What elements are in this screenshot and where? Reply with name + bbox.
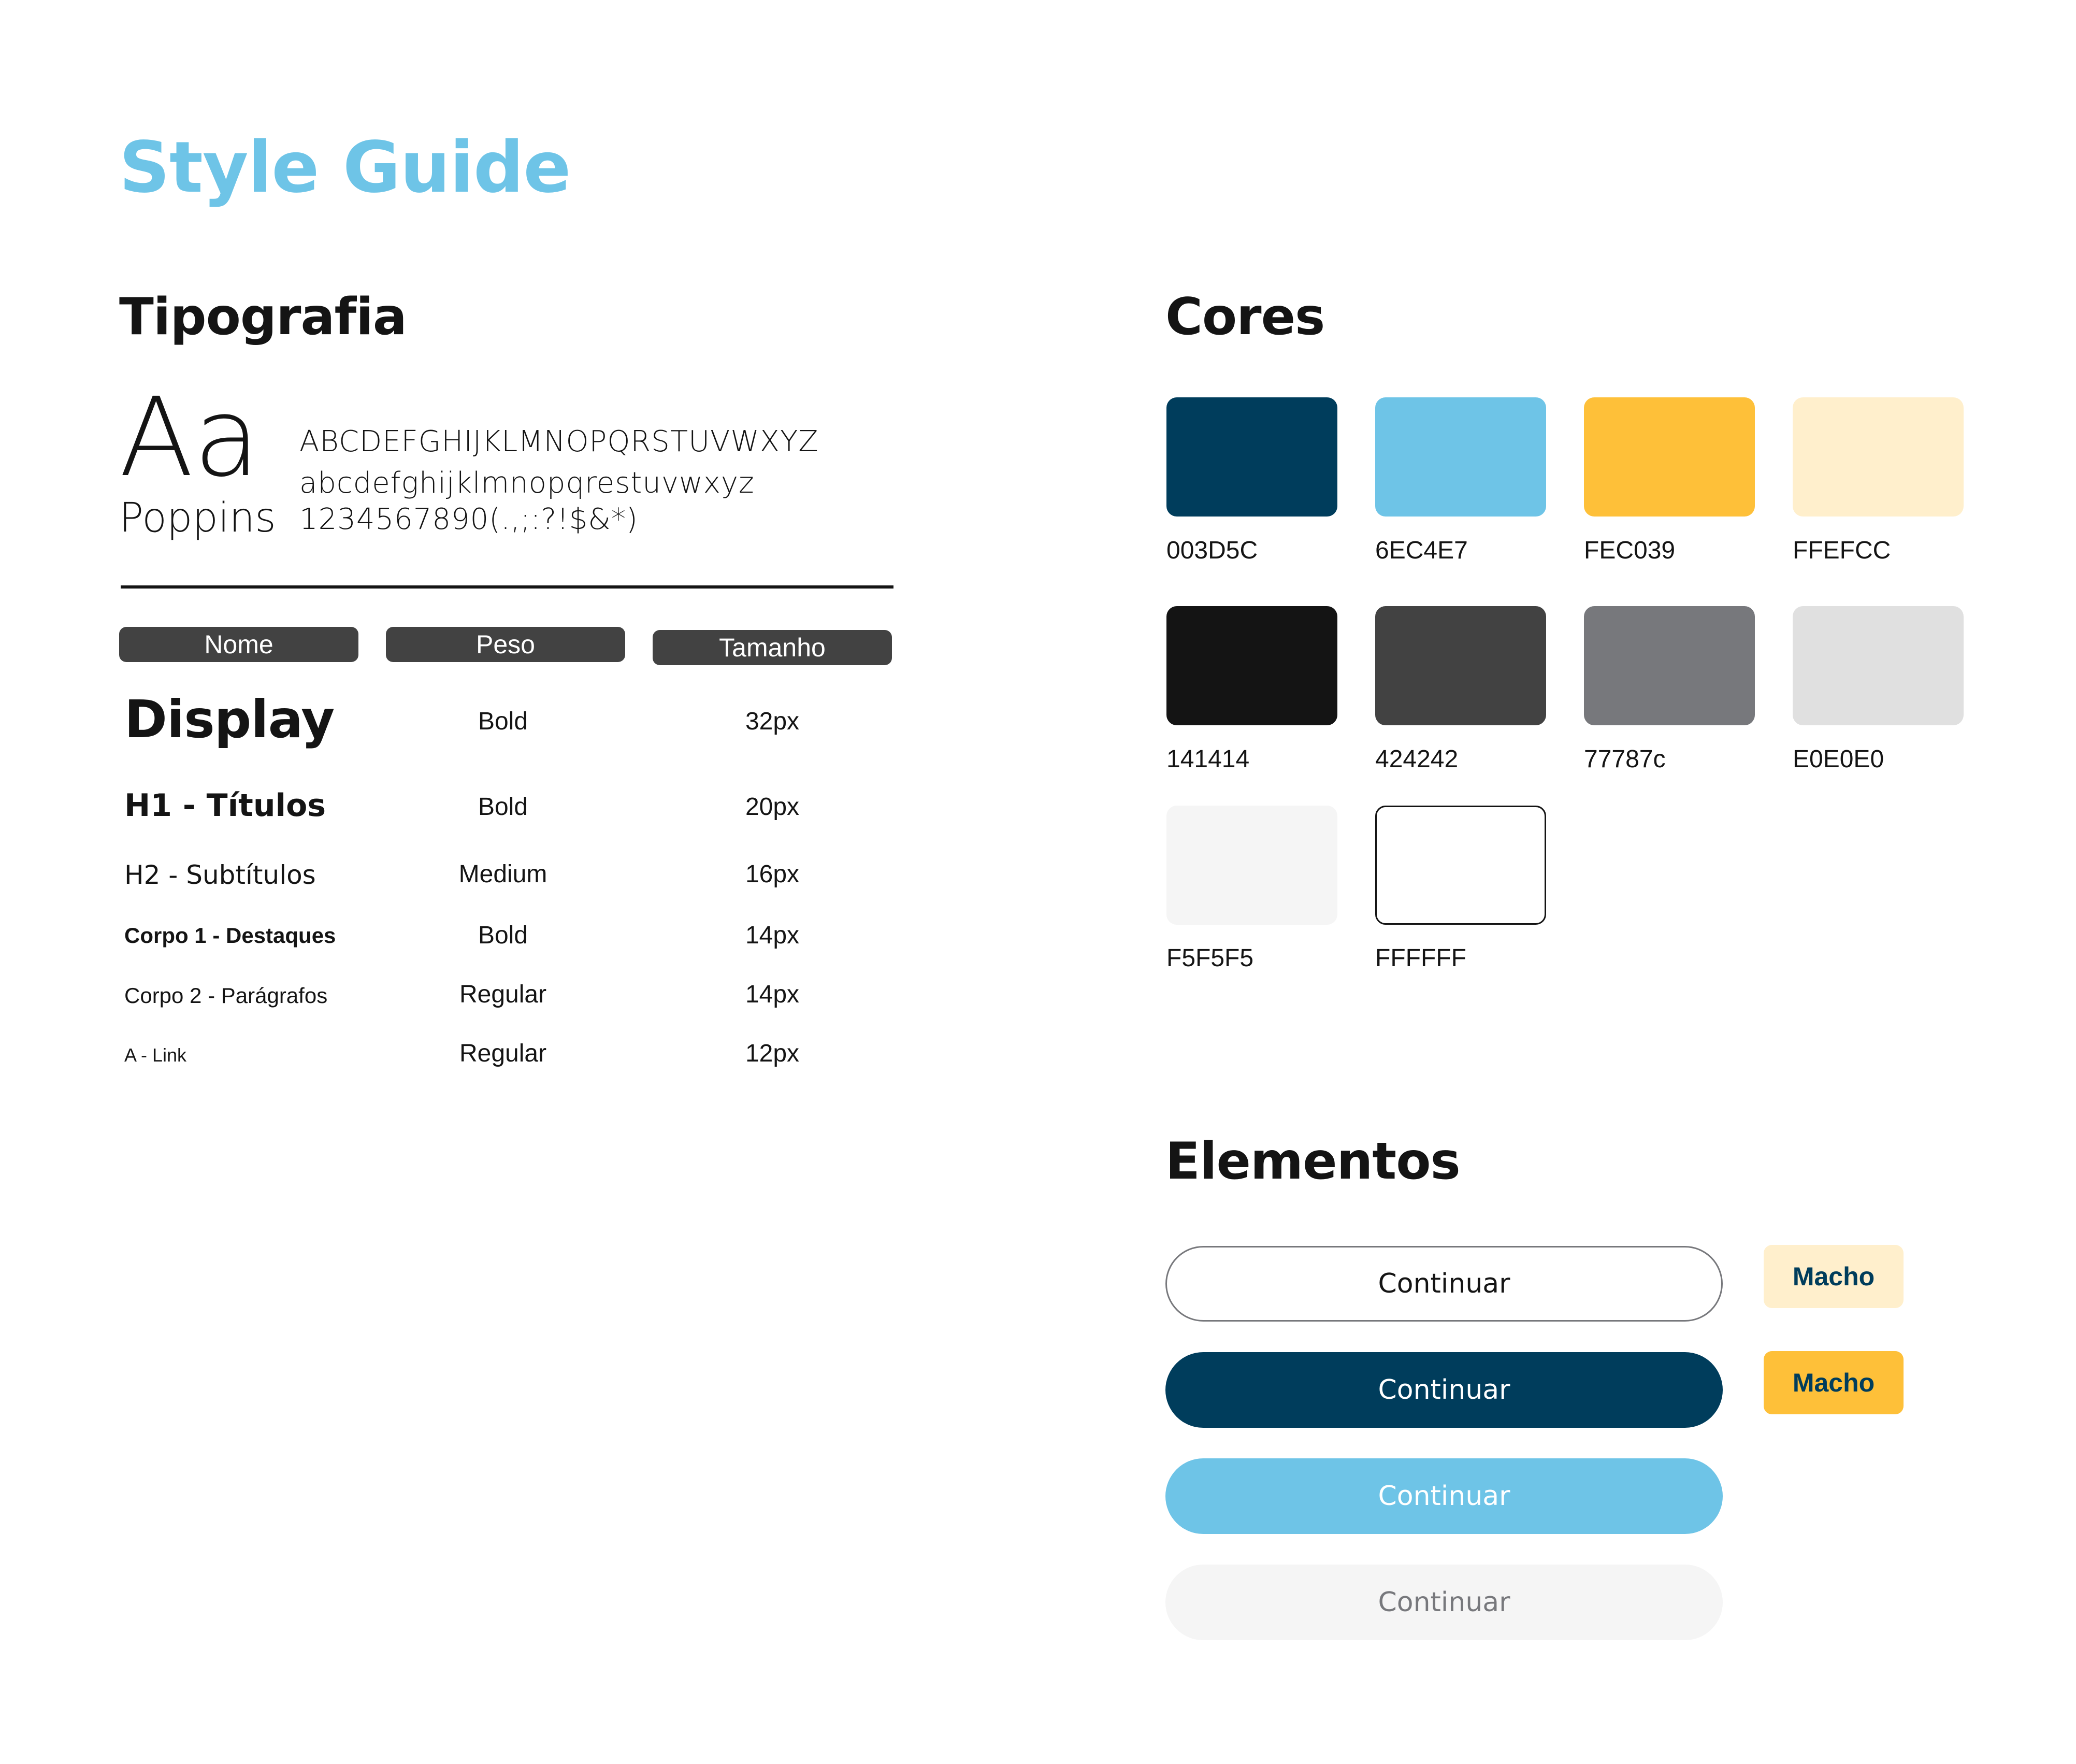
type-weight-h1: Bold — [478, 793, 528, 821]
type-size-display: 32px — [745, 708, 800, 735]
colors-heading: Cores — [1165, 288, 1325, 347]
button-label: Continuar — [1378, 1481, 1510, 1512]
continue-button-secondary[interactable] — [1165, 1458, 1723, 1534]
button-label: Continuar — [1378, 1268, 1510, 1299]
elements-heading: Elementos — [1165, 1132, 1460, 1191]
number-glyphs: 1234567890(.,;:?!$&*) — [299, 503, 638, 536]
color-swatch — [1793, 606, 1964, 725]
type-weight-link: Regular — [459, 1040, 547, 1067]
button-label: Continuar — [1378, 1374, 1510, 1406]
color-label: 424242 — [1375, 745, 1459, 773]
type-size-corpo2: 14px — [745, 981, 800, 1008]
font-name: Poppins — [119, 495, 276, 541]
type-name-link: A - Link — [124, 1044, 187, 1066]
color-label: 6EC4E7 — [1375, 537, 1468, 564]
color-label: FEC039 — [1584, 537, 1676, 564]
color-label: FFFFFF — [1375, 944, 1466, 972]
type-weight-corpo1: Bold — [478, 922, 528, 949]
continue-button-outline[interactable] — [1165, 1246, 1723, 1322]
color-label: 141414 — [1166, 745, 1250, 773]
column-header-peso: Peso — [386, 627, 625, 662]
color-swatch — [1793, 397, 1964, 517]
type-name-corpo2: Corpo 2 - Parágrafos — [124, 983, 328, 1008]
type-size-link: 12px — [745, 1040, 800, 1067]
type-name-display: Display — [124, 689, 335, 750]
color-label: 003D5C — [1166, 537, 1258, 564]
type-name-corpo1: Corpo 1 - Destaques — [124, 923, 336, 948]
column-header-tamanho: Tamanho — [653, 630, 892, 665]
color-swatch — [1166, 606, 1337, 725]
tag-macho-light[interactable] — [1764, 1245, 1904, 1308]
column-header-nome: Nome — [119, 627, 358, 662]
uppercase-glyphs: ABCDEFGHIJKLMNOPQRSTUVWXYZ — [299, 425, 819, 458]
button-label: Continuar — [1378, 1587, 1510, 1618]
color-label: 77787c — [1584, 745, 1666, 773]
type-weight-h2: Medium — [458, 861, 547, 888]
typography-heading: Tipografia — [119, 288, 407, 347]
tag-label: Macho — [1792, 1368, 1875, 1397]
color-swatch — [1166, 806, 1337, 925]
lowercase-glyphs: abcdefghijklmnopqrestuvwxyz — [299, 466, 755, 500]
color-label: F5F5F5 — [1166, 944, 1254, 972]
tag-macho-selected[interactable] — [1764, 1351, 1904, 1414]
type-weight-corpo2: Regular — [459, 981, 547, 1008]
color-swatch — [1375, 397, 1546, 517]
color-swatch — [1584, 397, 1755, 517]
page-title: Style Guide — [119, 127, 571, 209]
type-size-corpo1: 14px — [745, 922, 800, 949]
color-label: FFEFCC — [1793, 537, 1891, 564]
type-weight-display: Bold — [478, 708, 528, 735]
type-name-h2: H2 - Subtítulos — [124, 860, 316, 890]
tag-label: Macho — [1792, 1262, 1875, 1291]
continue-button-disabled[interactable] — [1165, 1565, 1723, 1640]
divider — [121, 585, 893, 589]
color-label: E0E0E0 — [1793, 745, 1884, 773]
type-size-h1: 20px — [745, 793, 800, 821]
continue-button-primary[interactable] — [1165, 1352, 1723, 1428]
color-swatch — [1166, 397, 1337, 517]
type-size-h2: 16px — [745, 861, 800, 888]
type-name-h1: H1 - Títulos — [124, 787, 326, 824]
color-swatch — [1375, 606, 1546, 725]
font-sample-aa: Aa — [119, 374, 261, 501]
color-swatch — [1375, 806, 1546, 925]
color-swatch — [1584, 606, 1755, 725]
